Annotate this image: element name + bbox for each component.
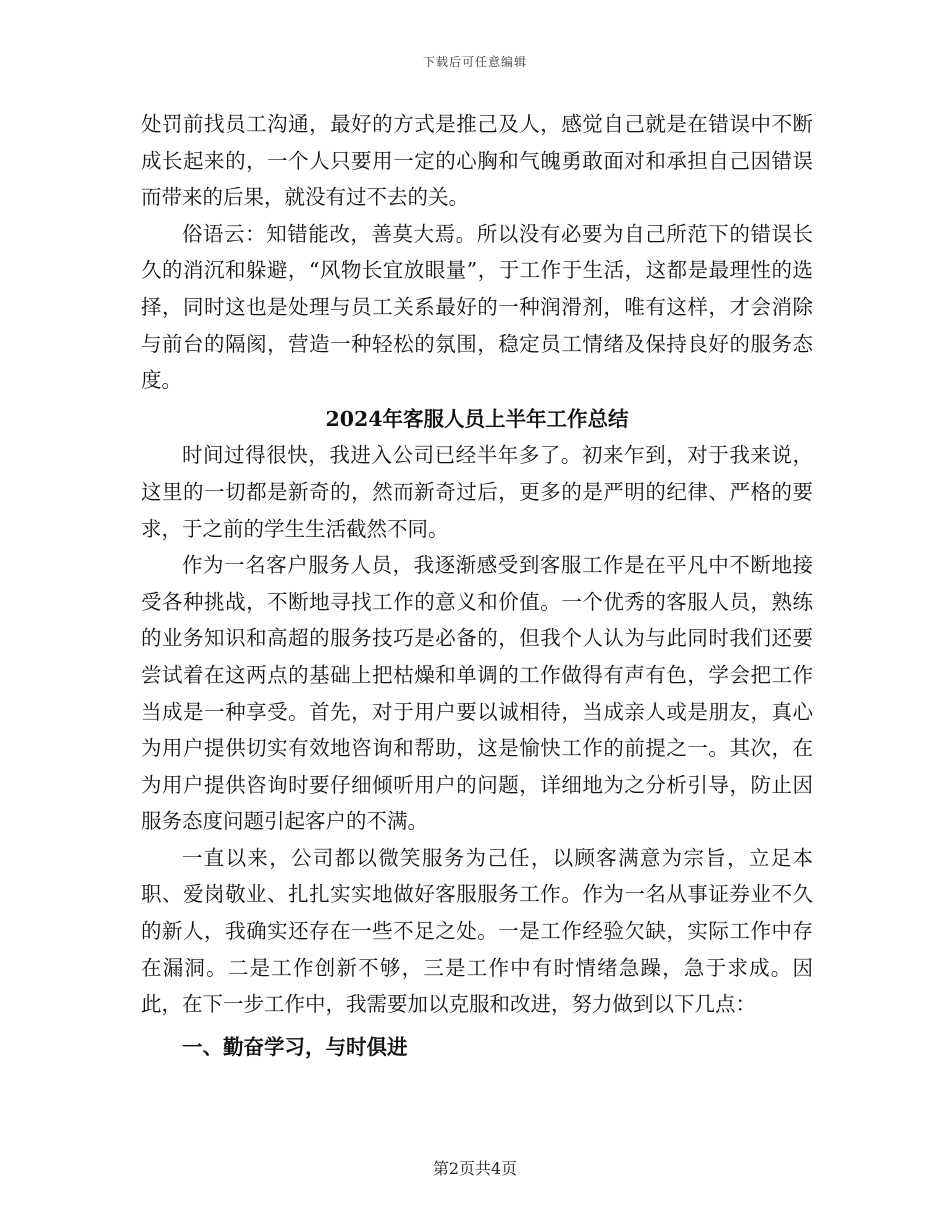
page-number: 第2页共4页 — [432, 1159, 518, 1178]
paragraph-proverb: 俗语云：知错能改，善莫大焉。所以没有必要为自己所范下的错误长久的消沉和躲避，“风物长宜放眼量”，于工作于生活，这都是最理性的选择，同时这也是处理与员工关系最好的一种润滑剂，唯有这样，才会消除与前台的隔阂，营造一种轻松的氛围，稳定员工情绪及保持良好的服务态度。 — [141, 221, 813, 393]
paragraph-service: 作为一名客户服务人员，我逐渐感受到客服工作是在平凡中不断地接受各种挑战，不断地寻找工作的意义和价值。一个优秀的客服人员，熟练的业务知识和高超的服务技巧是必备的，但我个人认为与此同时我们还要尝试着在这两点的基础上把枯燥和单调的工作做得有声有色，学会把工作当成是一种享受。首先，对于用户要以诚相待，当成亲人或是朋友，真心为用户提供切实有效地咨询和帮助，这是愉快工作的前提之一。其次，在为用户提供咨询时要仔细倾听用户的问题，详细地为之分析引导，防止因服务态度问题引起客户的不满。 — [141, 553, 813, 834]
header-note: 下载后可任意编辑 — [422, 55, 527, 69]
paragraph-shortcomings: 一直以来，公司都以微笑服务为己任，以顾客满意为宗旨，立足本职、爱岗敬业、扎扎实实地做好客服服务工作。作为一名从事证券业不久的新人，我确实还存在一些不足之处。一是工作经验欠缺，实际工作中存在漏洞。二是工作创新不够，三是工作中有时情绪急躁，急于求成。因此，在下一步工作中，我需要加以克服和改进，努力做到以下几点： — [141, 845, 813, 1017]
document-title: 2024年客服人员上半年工作总结 — [325, 406, 629, 431]
document-body — [141, 106, 813, 1065]
paragraph-intro: 时间过得很快，我进入公司已经半年多了。初来乍到，对于我来说，这里的一切都是新奇的，然而新奇过后，更多的是严明的纪律、严格的要求，于之前的学生生活截然不同。 — [141, 443, 813, 541]
section-heading: 一、勤奋学习，与时俱进 — [182, 1034, 408, 1059]
paragraph-continuation: 处罚前找员工沟通，最好的方式是推己及人，感觉自己就是在错误中不断成长起来的，一个人只要用一定的心胸和气魄勇敢面对和承担自己因错误而带来的后果，就没有过不去的关。 — [141, 112, 813, 210]
